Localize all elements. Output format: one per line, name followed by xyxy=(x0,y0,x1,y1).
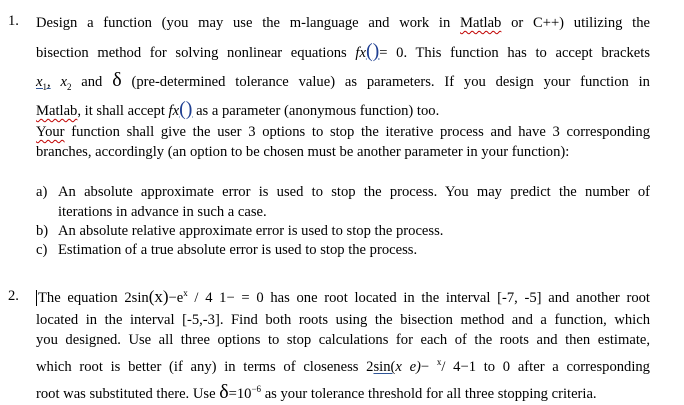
q1-line-4: Matlab, it shall accept fx() as a parameter (anonymous function) too. xyxy=(36,98,440,120)
q2-line-1: The equation $2\sin(x)-e^x / 4$ 1− = 0 has one root located in the interval [-7, -5] and another root xyxy=(38,287,650,306)
question-1-number: 1. xyxy=(8,13,19,29)
option-a-label: a) xyxy=(36,184,48,200)
q1-line-6: branches, accordingly (an option to be chosen must be another parameter in your function): xyxy=(36,144,570,160)
q2-line-4: which root is better (if any) in terms of closeness 2sin(x e)− $^x$/ 4−1 to 0 after a corresponding xyxy=(36,357,650,375)
question-2-number: 2. xyxy=(8,288,19,304)
q1-line-1: Design a function (you may use the m-language and work in Matlab or C++) utilizing the xyxy=(36,15,650,31)
option-a-line-2: iterations in advance in such a case. xyxy=(58,204,267,220)
option-a-line-1: An absolute approximate error is used to stop the process. You may predict the number of xyxy=(58,184,650,200)
q2-line-2: located in the interval [-5,-3]. Find both roots using the bisection method and a function, which xyxy=(36,312,650,328)
option-c-line-1: Estimation of a true absolute error is used to stop the process. xyxy=(58,242,418,258)
q2-line-3: you designed. Use all three options to stop calculations for each of the roots and then estimate, xyxy=(36,332,650,348)
q1-line-5: Your function shall give the user 3 options to stop the iterative process and have 3 corresponding xyxy=(36,124,650,140)
q2-line-5: root was substituted there. Use $\delta=10^{-6}$ as your tolerance threshold for all three stopping criteria. xyxy=(36,381,597,403)
q1-line-3: $x_1$, $x_2$ and δ (pre-determined tolerance value) as parameters. If you design your function in xyxy=(36,69,650,92)
option-b-line-1: An absolute relative approximate error is used to stop the process. xyxy=(58,223,444,239)
option-c-label: c) xyxy=(36,242,48,258)
q1-line-2: bisection method for solving nonlinear equations fx()= 0. This function has to accept brackets xyxy=(36,40,650,62)
option-b-label: b) xyxy=(36,223,49,239)
